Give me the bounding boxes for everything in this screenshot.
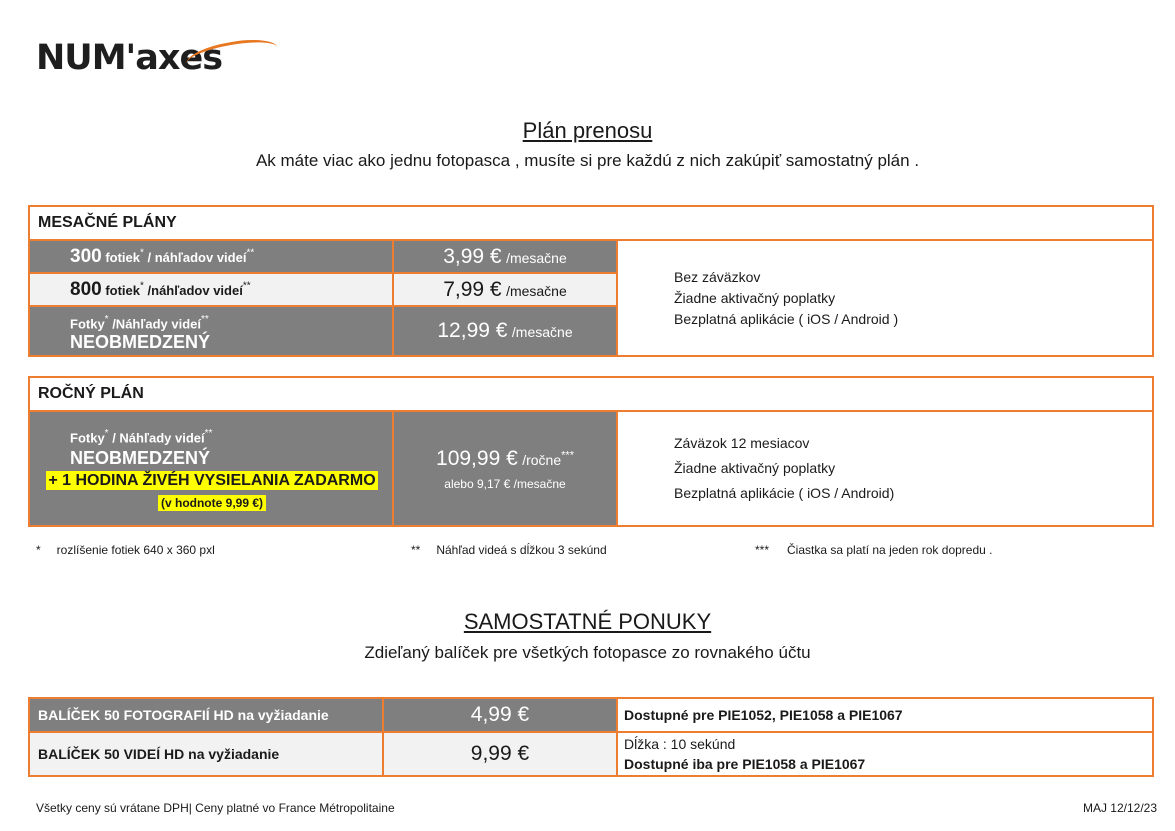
monthly-plans-table: [28, 205, 1154, 357]
photo-pack-name: BALÍČEK 50 FOTOGRAFIÍ HD na vyžiadanie: [29, 698, 383, 732]
footer-legal: Všetky ceny sú vrátane DPH| Ceny platné vo France Métropolitaine: [36, 801, 395, 815]
standalone-subtitle: Zdieľaný balíček pre všetkých fotopasce zo rovnakého účtu: [364, 643, 811, 662]
photo-pack-availability: Dostupné pre PIE1052, PIE1058 a PIE1067: [617, 698, 1153, 732]
numaxes-logo: NUM'axes: [36, 38, 222, 78]
page-title: Plán prenosu: [522, 118, 653, 143]
note-photo-resolution: * rozlíšenie fotiek 640 x 360 pxl: [36, 543, 215, 557]
plan-unlimited-price: 12,99 € /mesačne: [393, 306, 617, 356]
table-row: [29, 411, 1153, 526]
plan-300-label: 300 fotiek* / náhľadov videí**: [29, 240, 393, 273]
note-video-preview: ** Náhľad videá s dĺžkou 3 sekúnd: [411, 543, 607, 557]
yearly-heading: ROČNÝ PLÁN: [29, 377, 1153, 411]
monthly-heading: MESAČNÉ PLÁNY: [29, 206, 1153, 240]
video-pack-name: BALÍČEK 50 VIDEÍ HD na vyžiadanie: [29, 732, 383, 776]
footer-date: MAJ 12/12/23: [1082, 801, 1157, 815]
promo-live-hour: + 1 HODINA ŽIVÉH VYSIELANIA ZADARMO: [48, 472, 376, 490]
yearly-plan-label: Fotky* / Náhľady videí** NEOBMEDZENÝ + 1 HODINA ŽIVÉH VYSIELANIA ZADARMO (v hodnote 9,99 €): [29, 411, 393, 526]
video-pack-info: Dĺžka : 10 sekúnd Dostupné iba pre PIE1058 a PIE1067: [617, 732, 1153, 776]
table-row: [29, 732, 1153, 776]
monthly-features: Bez záväzkov Žiadne aktivačný poplatky Bezplatná aplikácie ( iOS / Android ): [617, 240, 1153, 356]
video-pack-price: 9,99 €: [383, 732, 617, 776]
standalone-title: SAMOSTATNÉ PONUKY: [463, 609, 712, 634]
plan-800-label: 800 fotiek* /náhľadov videí**: [29, 273, 393, 306]
promo-value: (v hodnote 9,99 €): [158, 495, 266, 511]
plan-unlimited-label: Fotky* /Náhľady videí** NEOBMEDZENÝ: [29, 306, 393, 356]
note-yearly-payment: *** Čiastka sa platí na jeden rok dopredu .: [755, 543, 993, 557]
plan-800-price: 7,99 € /mesačne: [393, 273, 617, 306]
page-subtitle: Ak máte viac ako jednu fotopasca , musíte si pre každú z nich zakúpiť samostatný plán .: [255, 151, 920, 170]
yearly-features: Záväzok 12 mesiacov Žiadne aktivačný poplatky Bezplatná aplikácie ( iOS / Android): [617, 411, 1153, 526]
plan-300-price: 3,99 € /mesačne: [393, 240, 617, 273]
table-row: [29, 698, 1153, 732]
yearly-plan-table: [28, 376, 1154, 527]
yearly-plan-price: 109,99 € /ročne*** alebo 9,17 € /mesačne: [393, 411, 617, 526]
standalone-table: [28, 697, 1154, 777]
photo-pack-price: 4,99 €: [383, 698, 617, 732]
table-row: [29, 240, 1153, 273]
